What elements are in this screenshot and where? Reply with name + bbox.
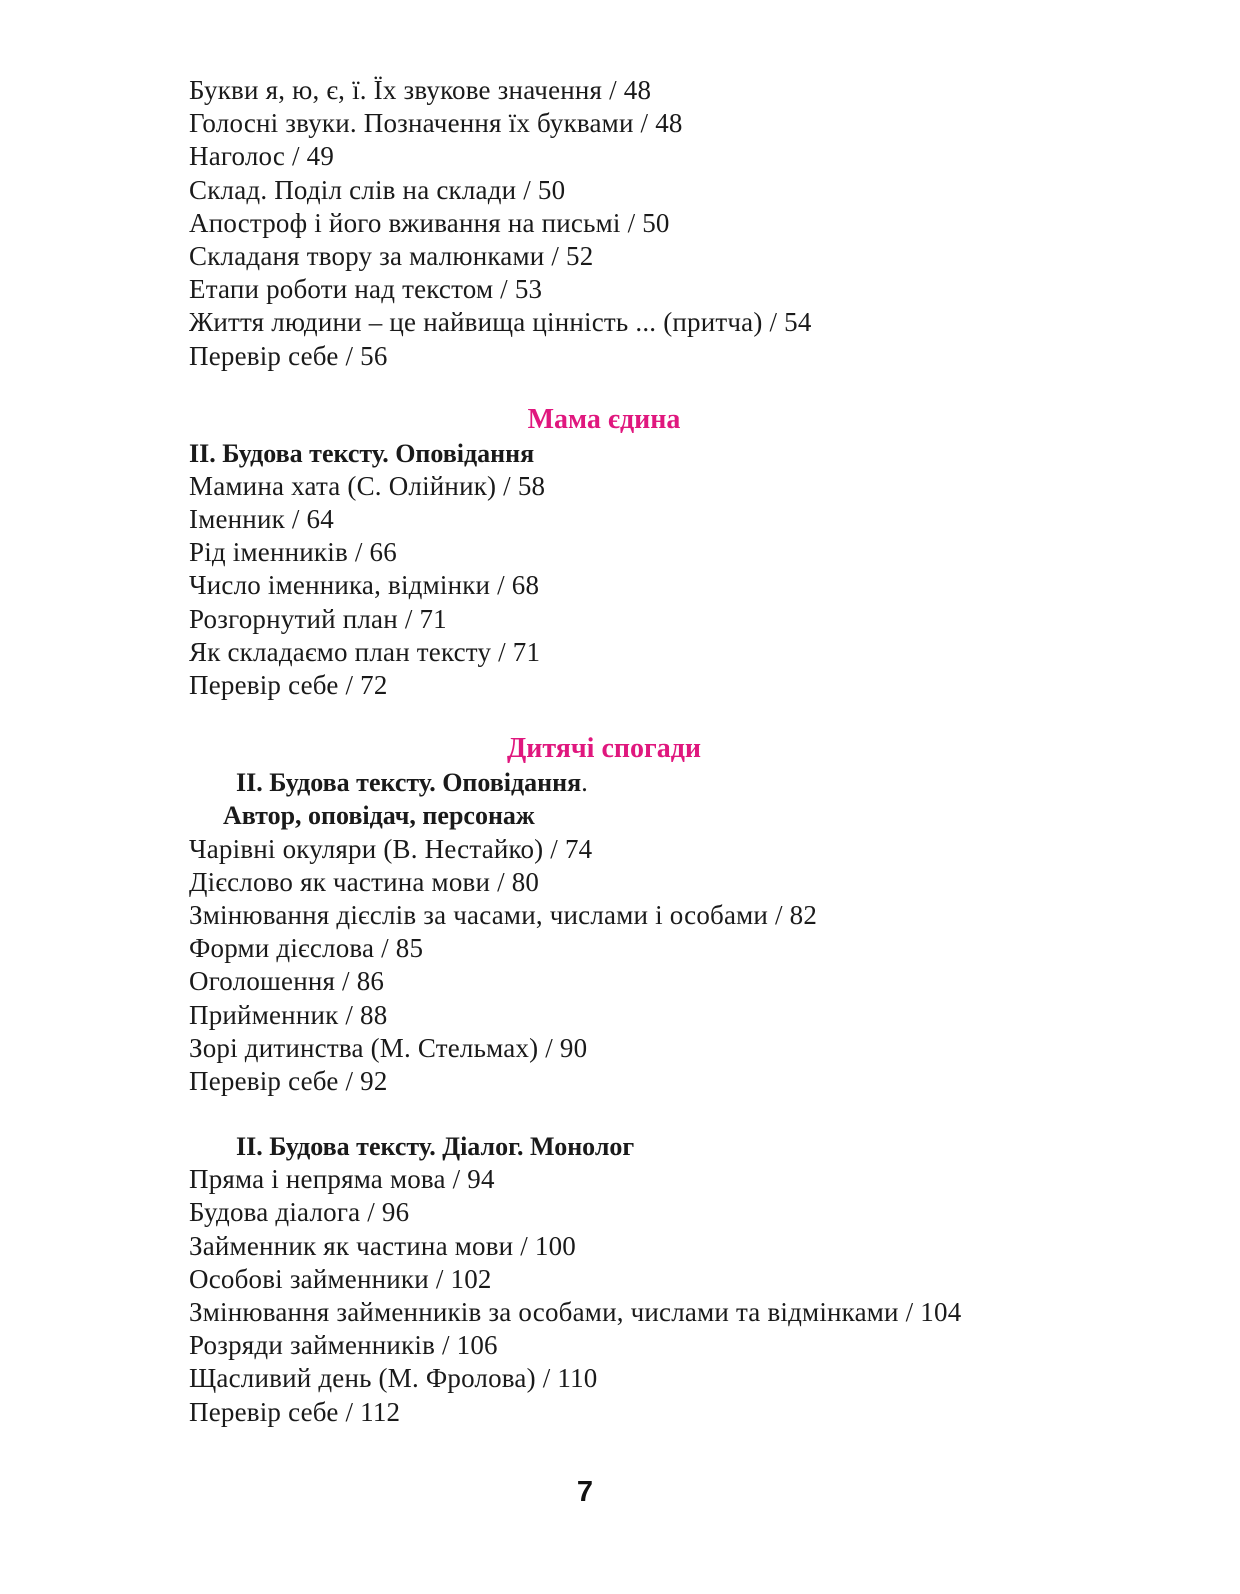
section-subheading: Автор, оповідач, персонаж [223, 801, 535, 831]
toc-item: Число іменника, відмінки / 68 [189, 570, 540, 601]
toc-item: Особові займенники / 102 [189, 1263, 492, 1294]
section-title: Мама єдина [527, 403, 681, 435]
toc-item: Букви я, ю, є, ї. Їх звукове значення / 48 [189, 75, 652, 105]
section-heading: ІІ. Будова тексту. Діалог. Монолог [236, 1132, 635, 1162]
toc-item: Щасливий день (М. Фролова) / 110 [189, 1363, 598, 1394]
toc-item: Рід іменників / 66 [189, 537, 397, 568]
toc-item: Перевір себе / 56 [189, 340, 388, 371]
toc-item: Перевір себе / 112 [189, 1396, 401, 1427]
toc-item: Прийменник / 88 [189, 999, 388, 1030]
toc-item: Іменник / 64 [189, 504, 334, 535]
spacer [189, 373, 1089, 403]
toc-item: Пряма і непряма мова / 94 [189, 1164, 495, 1195]
section-title: Дитячі спогади [506, 733, 702, 765]
section-heading-suffix: . [581, 768, 588, 798]
toc-item: Розряди займенників / 106 [189, 1330, 498, 1361]
section-heading-text: ІІ. Будова тексту. Оповідання [236, 768, 582, 798]
spacer [189, 702, 1089, 732]
section-dialog-monolog [189, 1130, 1089, 1429]
toc-item: Зорі дитинства (М. Стельмах) / 90 [189, 1032, 588, 1063]
toc-item: Етапи роботи над текстом / 53 [189, 274, 543, 305]
toc-item: Змінювання дієслів за часами, числами і особами / 82 [189, 899, 818, 930]
section-mama-yedyna [189, 403, 1089, 703]
section-heading: ІІ. Будова тексту. Оповідання [189, 438, 535, 468]
toc-item: Перевір себе / 92 [189, 1065, 388, 1096]
toc-item: Змінювання займенників за особами, числами та відмінками / 104 [189, 1297, 962, 1327]
toc-item: Склад. Поділ слів на склади / 50 [189, 174, 566, 205]
toc-item: Будова діалога / 96 [189, 1197, 410, 1228]
toc-item: Складаня твору за малюнками / 52 [189, 240, 594, 271]
toc-item: Форми дієслова / 85 [189, 933, 424, 964]
toc-item: Як складаємо план тексту / 71 [189, 636, 541, 667]
toc-item: Займенник як частина мови / 100 [189, 1230, 576, 1261]
toc-item: Апостроф і його вживання на письмі / 50 [189, 207, 670, 238]
intro-items [189, 74, 1089, 373]
toc-item: Чарівні окуляри (В. Нестайко) / 74 [189, 833, 593, 864]
toc-item: Наголос / 49 [189, 141, 335, 172]
table-of-contents [189, 74, 1089, 1429]
toc-item: Дієслово як частина мови / 80 [189, 866, 540, 897]
spacer [189, 1098, 1089, 1130]
toc-item: Перевір себе / 72 [189, 670, 388, 700]
toc-item: Життя людини – це найвища цінність ... (притча) / 54 [189, 307, 812, 338]
toc-item: Голосні звуки. Позначення їх буквами / 48 [189, 108, 683, 139]
section-dytyachi-spohady [189, 732, 1089, 1098]
section-heading [189, 766, 1089, 799]
toc-item: Розгорнутий план / 71 [189, 603, 447, 634]
toc-item: Оголошення / 86 [189, 966, 385, 997]
toc-item: Мамина хата (С. Олійник) / 58 [189, 470, 546, 501]
page-number: 7 [576, 1476, 594, 1508]
